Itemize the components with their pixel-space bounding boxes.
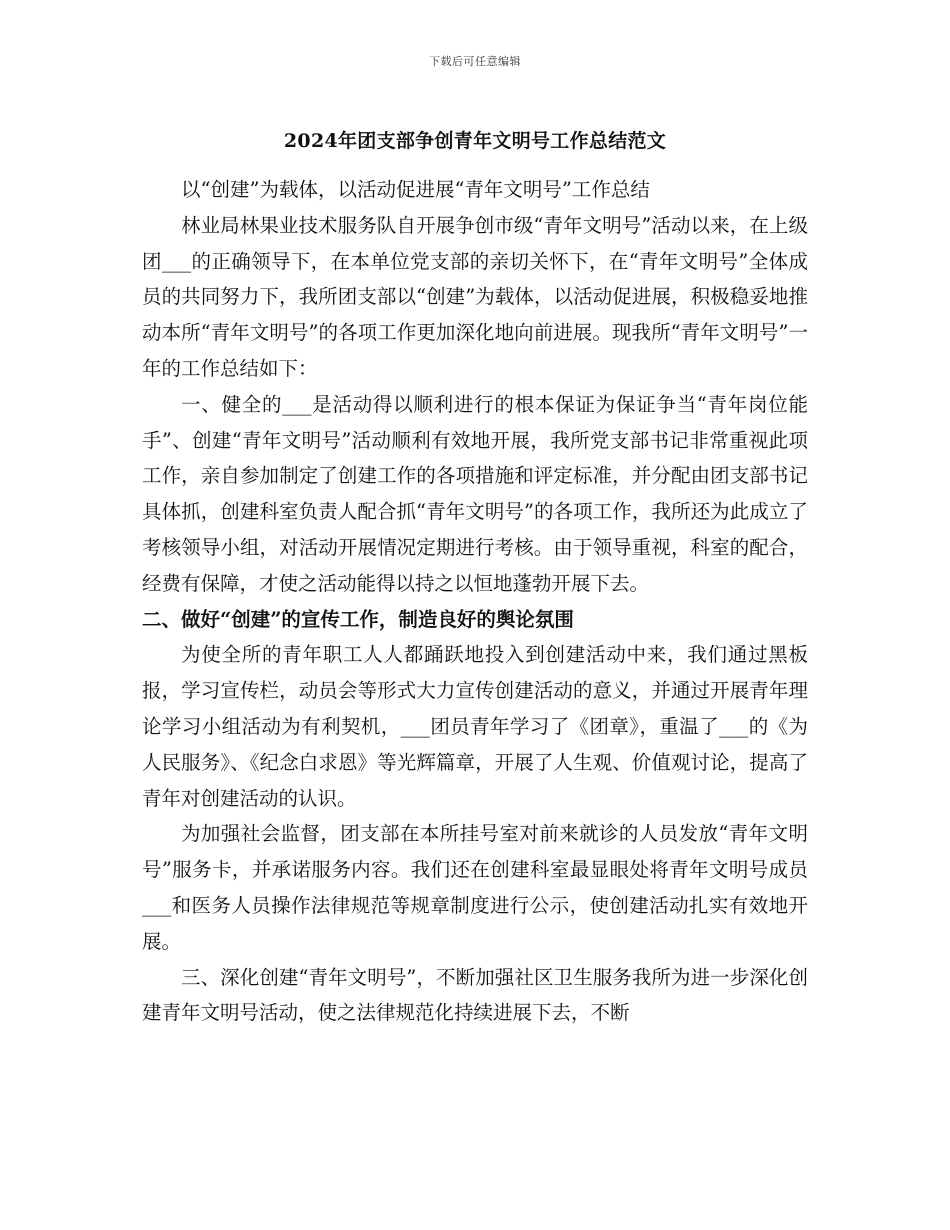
section-heading-2: 二、做好“创建”的宣传工作，制造良好的舆论氛围 <box>142 607 574 631</box>
paragraph-subtitle: 以“创建”为载体，以活动促进展“青年文明号”工作总结 <box>181 178 650 201</box>
page-header: 下载后可任意编辑 <box>429 55 521 68</box>
paragraph-section-2-body: 为使全所的青年职工人人都踊跃地投入到创建活动中来，我们通过黑板报，学习宣传栏，动员会等形式大力宣传创建活动的意义，并通过开展青年理论学习小组活动为有利契机，___团员青年学习了《团章》，重温了___的《为人民服务》、《纪念白求恩》等光辉篇章，开展了人生观、价值观讨论，提高了青年对创建活动的认识。 <box>142 643 808 810</box>
document-body <box>142 172 808 1031</box>
document-title: 2024年团支部争创青年文明号工作总结范文 <box>283 130 667 152</box>
paragraph-section-3: 三、深化创建“青年文明号”，不断加强社区卫生服务我所为进一步深化创建青年文明号活动，使之法律规范化持续进展下去，不断 <box>142 965 808 1025</box>
paragraph-intro: 林业局林果业技术服务队自开展争创市级“青年文明号”活动以来，在上级团___的正确领导下，在本单位党支部的亲切关怀下，在“青年文明号”全体成员的共同努力下，我所团支部以“创建”为载体，以活动促进展，积极稳妥地推动本所“青年文明号”的各项工作更加深化地向前进展。现我所“青年文明号”一年的工作总结如下： <box>142 213 808 380</box>
paragraph-section-1: 一、健全的___是活动得以顺利进行的根本保证为保证争当“青年岗位能手”、创建“青年文明号”活动顺利有效地开展，我所党支部书记非常重视此项工作，亲自参加制定了创建工作的各项措施和评定标准，并分配由团支部书记具体抓，创建科室负责人配合抓“青年文明号”的各项工作，我所还为此成立了考核领导小组，对活动开展情况定期进行考核。由于领导重视，科室的配合，经费有保障，才使之活动能得以持之以恒地蓬勃开展下去。 <box>142 392 808 595</box>
paragraph-section-2-supervision: 为加强社会监督，团支部在本所挂号室对前来就诊的人员发放“青年文明号”服务卡，并承诺服务内容。我们还在创建科室最显眼处将青年文明号成员___和医务人员操作法律规范等规章制度进行公示，使创建活动扎实有效地开展。 <box>142 822 808 953</box>
